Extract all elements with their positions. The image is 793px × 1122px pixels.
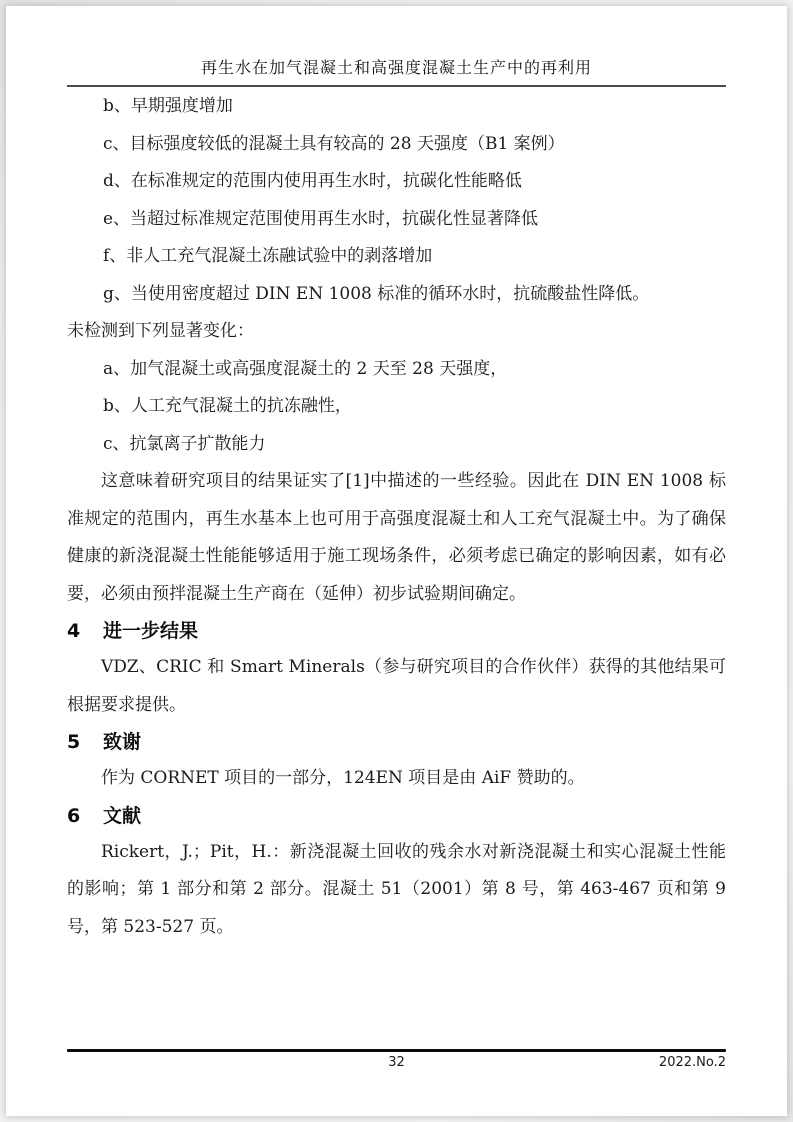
section-body-further-results: VDZ、CRIC 和 Smart Minerals（参与研究项目的合作伙伴）获得的其他结果可根据要求提供。 [67, 657, 726, 715]
header-title: 再生水在加气混凝土和高强度混凝土生产中的再利用 [200, 58, 592, 77]
page-footer [67, 1049, 726, 1073]
summary-paragraph: 这意味着研究项目的结果证实了[1]中描述的一些经验。因此在 DIN EN 1008 标准规定的范围内，再生水基本上也可用于高强度混凝土和人工充气混凝土中。为了确保健康的新浇混凝土性能能够适用于施工现场条件，必须考虑已确定的影响因素，如有必要，必须由预拌混凝土生产商在（延伸）初步试验期间确定。 [67, 471, 726, 604]
section-number: 6 [67, 804, 81, 827]
section-number: 5 [67, 731, 81, 753]
footer-row [67, 1055, 726, 1073]
footer-rule [67, 1049, 726, 1052]
section-heading-further-results [67, 613, 726, 649]
section-title: 进一步结果 [103, 620, 199, 642]
effect-item-d: d、在标准规定的范围内使用再生水时，抗碳化性能略低 [103, 171, 522, 191]
section-heading-acknowledgement [67, 724, 726, 760]
effect-item-c: c、目标强度较低的混凝土具有较高的 28 天强度（B1 案例） [103, 133, 565, 154]
page-header [6, 55, 787, 87]
no-change-item-c: c、抗氯离子扩散能力 [103, 433, 266, 454]
document-body [6, 87, 787, 946]
section-title: 致谢 [103, 731, 142, 753]
no-change-label: 未检测到下列显著变化： [67, 321, 254, 341]
page-number: 32 [388, 1055, 405, 1070]
document-page [6, 6, 787, 1116]
section-number: 4 [67, 620, 81, 642]
no-change-item-b: b、人工充气混凝土的抗冻融性， [103, 396, 352, 416]
section-body-acknowledgement: 作为 CORNET 项目的一部分，124EN 项目是由 AiF 赞助的。 [101, 768, 585, 788]
effect-item-f: f、非人工充气混凝土冻融试验中的剥落增加 [103, 246, 433, 266]
section-title: 文献 [103, 804, 142, 827]
effect-item-b: b、早期强度增加 [103, 96, 233, 116]
no-change-item-a: a、加气混凝土或高强度混凝土的 2 天至 28 天强度， [103, 358, 508, 379]
section-heading-references [67, 798, 726, 834]
section-body-references: Rickert，J.；Pit，H.：新浇混凝土回收的残余水对新浇混凝土和实心混凝土性能的影响；第 1 部分和第 2 部分。混凝土 51（2001）第 8 号，第 463-467 页和第 9 号，第 523-527 页。 [67, 841, 726, 937]
effect-item-g: g、当使用密度超过 DIN EN 1008 标准的循环水时，抗硫酸盐性降低。 [103, 283, 650, 304]
effect-item-e: e、当超过标准规定范围使用再生水时，抗碳化性显著降低 [103, 208, 539, 229]
issue-label: 2022.No.2 [658, 1055, 726, 1070]
